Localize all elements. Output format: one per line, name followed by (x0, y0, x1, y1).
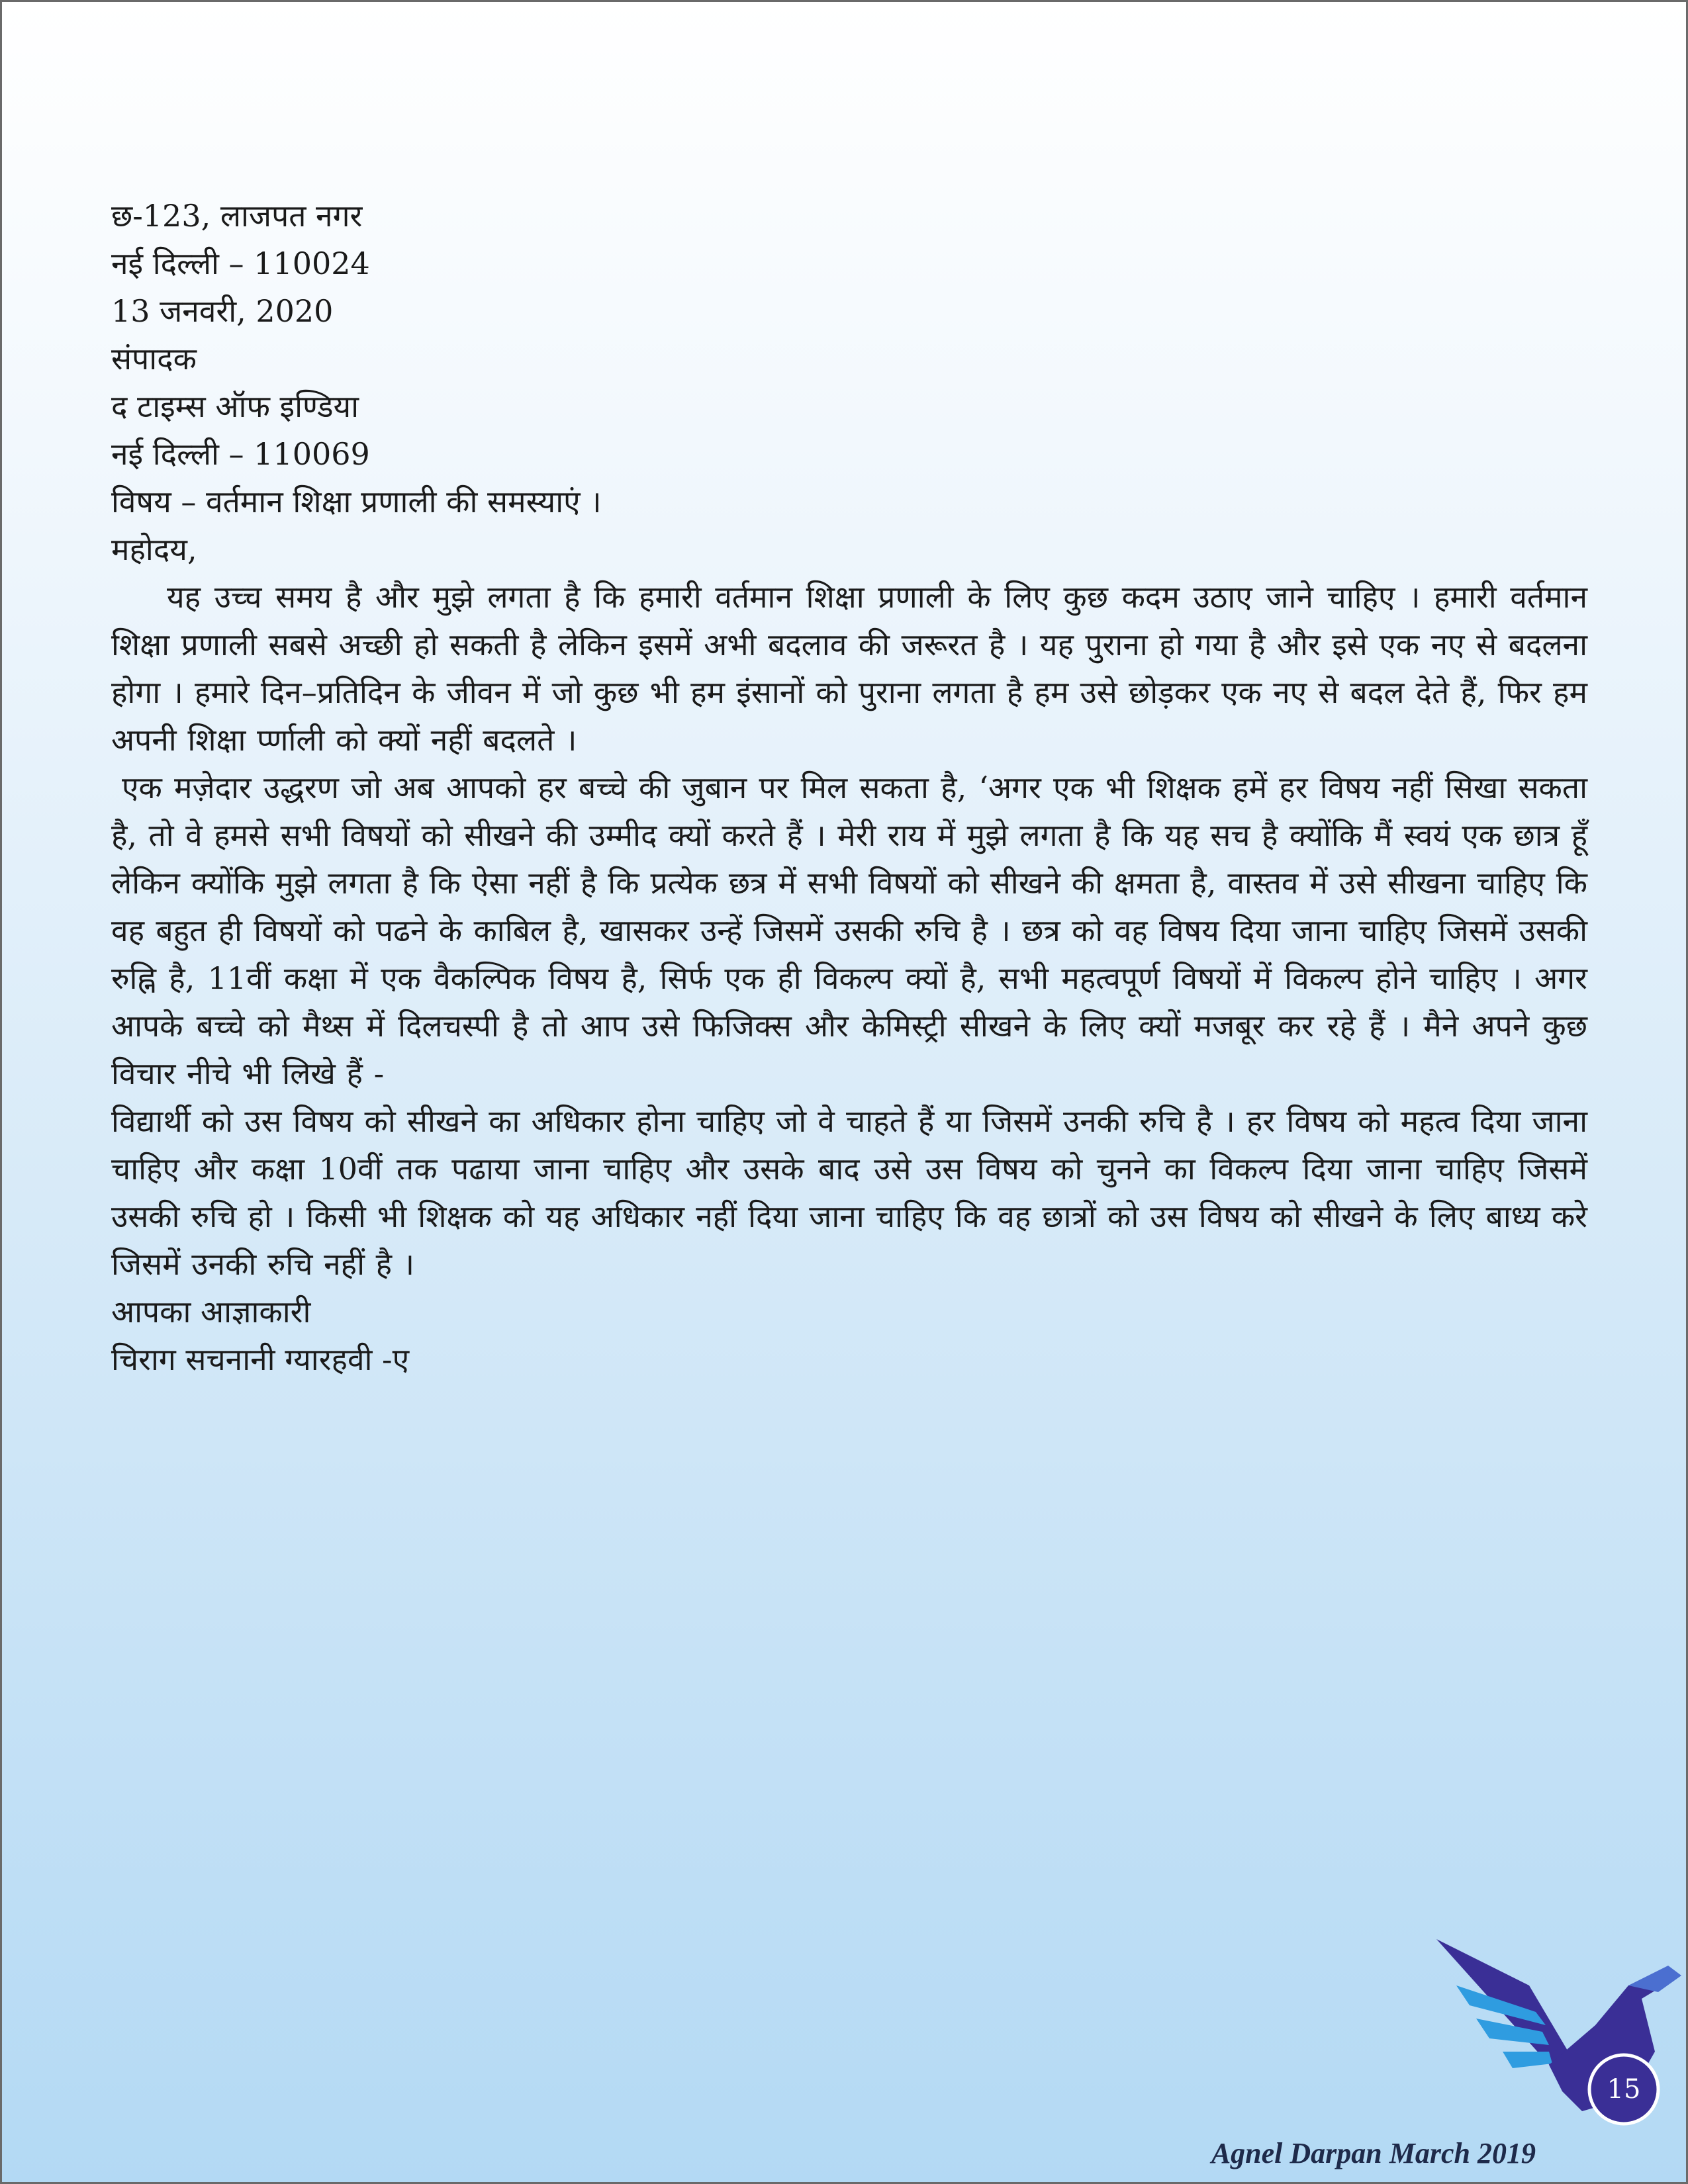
logo-stripe-3 (1503, 2052, 1552, 2068)
recipient-title: संपादक (111, 341, 197, 377)
recipient-organization: द टाइम्स ऑफ इण्डिया (111, 388, 359, 424)
closing: आपका आज्ञाकारी (111, 1294, 311, 1330)
letter-date: 13 जनवरी, 2020 (111, 293, 334, 329)
body-paragraph-2: एक मज़ेदार उद्धरण जो अब आपको हर बच्चे की जुबान पर मिल सकता है, ‘अगर एक भी शिक्षक हमें हर विषय नहीं सिखा सकता है, तो वे हमसे सभी विषयों को सीखने की उम्मीद क्यों करते हैं । मेरी राय में मुझे लगता है कि यह सच है क्योंकि मैं स्वयं एक छात्र हूँ लेकिन क्योंकि मुझे लगता है कि ऐसा नहीं है कि प्रत्येक छत्र में सभी विषयों को सीखने की क्षमता है, वास्तव में उसे सीखना चाहिए कि वह बहुत ही विषयों को पढने के काबिल है, खासकर उन्हें जिसमें उसकी रुचि है । छत्र को वह विषय दिया जाना चाहिए जिसमें उसकी रुह्नि है, 11वीं कक्षा में एक वैकल्पिक विषय है, सिर्फ एक ही विकल्प क्यों है, सभी महत्वपूर्ण विषयों में विकल्प होने चाहिए । अगर आपके बच्चे को मैथ्स में दिलचस्पी है तो आप उसे फिजिक्स और केमिस्ट्री सीखने के लिए क्यों मजबूर कर रहे हैं । मैने अपने कुछ विचार नीचे भी लिखे हैं - (111, 770, 1587, 1091)
sender-address-line1: छ-123, लाजपत नगर (111, 198, 363, 234)
body-paragraph-3: विद्यार्थी को उस विषय को सीखने का अधिकार होना चाहिए जो वे चाहते हैं या जिसमें उनकी रुचि है । हर विषय को महत्व दिया जाना चाहिए और कक्षा 10वीं तक पढाया जाना चाहिए और उसके बाद उसे उस विषय को चुनने का विकल्प दिया जाना चाहिए जिसमें उसकी रुचि हो । किसी भी शिक्षक को यह अधिकार नहीं दिया जाना चाहिए कि वह छात्रों को उस विषय को सीखने के लिए बाध्य करे जिसमें उनकी रुचि नहीं है । (111, 1103, 1587, 1282)
letter-subject: विषय – वर्तमान शिक्षा प्रणाली की समस्याएं । (111, 484, 602, 520)
page-number: 15 (1607, 2074, 1641, 2105)
letter-body (111, 192, 1587, 1383)
salutation: महोदय, (111, 531, 197, 567)
body-paragraph-1: यह उच्च समय है और मुझे लगता है कि हमारी वर्तमान शिक्षा प्रणाली के लिए कुछ कदम उठाए जाने चाहिए । हमारी वर्तमान शिक्षा प्रणाली सबसे अच्छी हो सकती है लेकिन इसमें अभी बदलाव की जरूरत है । यह पुराना हो गया है और इसे एक नए से बदलना होगा । हमारे दिन–प्रतिदिन के जीवन में जो कुछ भी हम इंसानों को पुराना लगता है हम उसे छोड़कर एक नए से बदल देते हैं, फिर हम अपनी शिक्षा र्प्णाली को क्यों नहीं बदलते । (111, 579, 1587, 758)
recipient-city: नई दिल्ली – 110069 (111, 436, 370, 472)
signature: चिराग सचनानी ग्यारहवी -ए (111, 1342, 410, 1377)
sender-address-line2: नई दिल्ली – 110024 (111, 246, 370, 281)
footer-publication: Agnel Darpan March 2019 (1211, 2137, 1536, 2169)
